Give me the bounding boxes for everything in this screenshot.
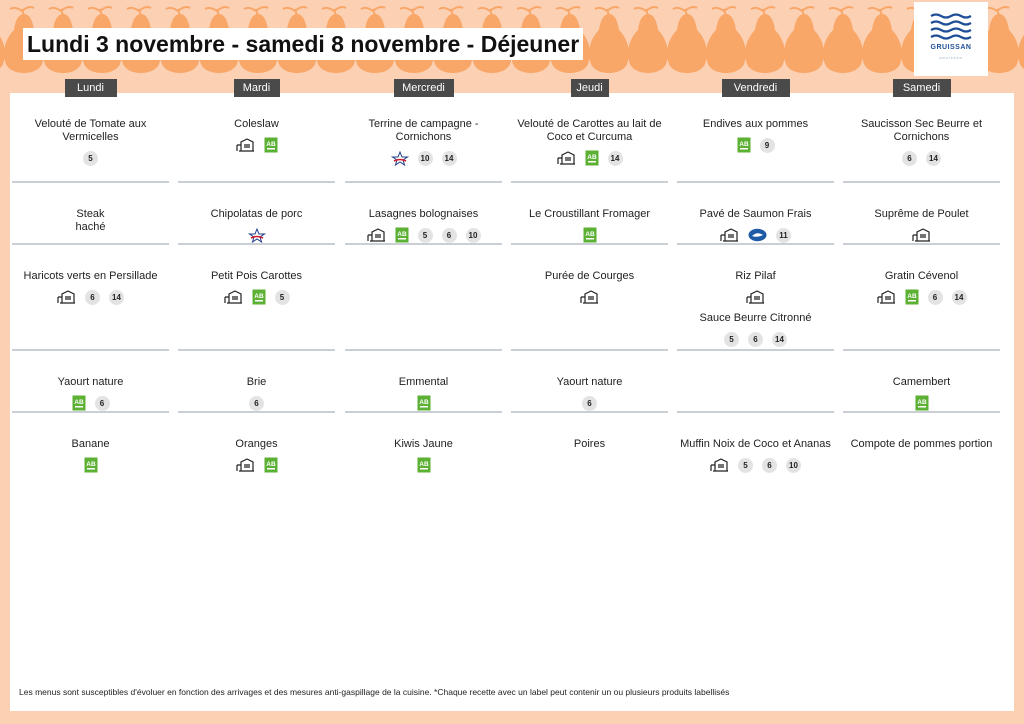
day-header-jeudi: Jeudi [571, 79, 609, 97]
menu-item [178, 208, 335, 243]
menu-item [12, 270, 169, 305]
ab-bio-icon [585, 150, 599, 166]
dish-name: Steak haché [75, 208, 106, 233]
day-header-lundi: Lundi [65, 79, 117, 97]
dish-labels [511, 289, 668, 305]
pear-shape [745, 14, 785, 73]
svg-text:AB: AB [253, 293, 264, 300]
svg-text:AB: AB [418, 461, 429, 468]
dish-labels [178, 137, 335, 153]
dish-name: Compote de pommes portion [850, 438, 993, 450]
footer-note: Les menus sont susceptibles d'évoluer en fonction des arrivages et des mesures anti-gaspillage de la cuisine. *Chaque recette avec un label peut contenir un ou plusieurs produits labellisés [19, 687, 730, 697]
dish-name: Sauce Beurre Citronné [699, 312, 812, 324]
ab-bio-icon [417, 457, 431, 473]
menu-course-row [843, 93, 1000, 183]
pear-shape [706, 14, 746, 73]
ab-bio-icon [915, 395, 929, 411]
allergen-badge: 5 [738, 458, 753, 473]
day-column-jeudi [511, 93, 668, 473]
menu-course-row [843, 183, 1000, 245]
day-header-mercredi: Mercredi [394, 79, 454, 97]
menu-item [843, 438, 1000, 451]
dish-labels [843, 150, 1000, 166]
allergen-badge: 6 [762, 458, 777, 473]
menu-course-row [178, 93, 335, 183]
dish-labels [843, 395, 1000, 411]
dish-name: Suprême de Poulet [874, 208, 969, 220]
hve-farm-icon [224, 290, 243, 304]
dish-labels [843, 289, 1000, 305]
dish-name: Gratin Cévenol [884, 270, 959, 282]
ab-bio-icon [264, 457, 278, 473]
pear-shape [667, 14, 707, 73]
dish-name: Oranges [235, 438, 278, 450]
dish-name: Lasagnes bolognaises [368, 208, 479, 220]
day-column-vendredi [677, 93, 834, 473]
ab-bio-icon [417, 395, 431, 411]
dish-labels [677, 137, 834, 153]
menu-item [12, 208, 169, 234]
dish-labels [677, 457, 834, 473]
menu-course-row [12, 351, 169, 413]
dish-name: Velouté de Carottes au lait de Coco et Curcuma [517, 118, 662, 143]
allergen-badge: 10 [786, 458, 801, 473]
label-rouge-icon [391, 151, 409, 166]
menu-course-row [511, 245, 668, 351]
svg-text:AB: AB [265, 141, 276, 148]
dish-labels [12, 150, 169, 166]
pear-shape [0, 14, 5, 73]
hve-farm-icon [877, 290, 896, 304]
hve-farm-icon [720, 228, 739, 242]
day-header-samedi: Samedi [893, 79, 951, 97]
svg-text:AB: AB [418, 399, 429, 406]
svg-text:AB: AB [906, 293, 917, 300]
allergen-badge: 6 [902, 151, 917, 166]
allergen-badge: 5 [83, 151, 98, 166]
menu-course-row [345, 413, 502, 473]
svg-text:AB: AB [396, 231, 407, 238]
dish-name: Camembert [892, 376, 951, 388]
hve-farm-icon [57, 290, 76, 304]
svg-text:AB: AB [584, 231, 595, 238]
dish-labels [345, 227, 502, 243]
menu-course-row [12, 183, 169, 245]
allergen-badge: 6 [85, 290, 100, 305]
logo-waves-icon [914, 2, 988, 44]
dish-name: Coleslaw [234, 118, 279, 130]
allergen-badge: 5 [418, 228, 433, 243]
menu-course-row [345, 183, 502, 245]
menu-course-row [511, 93, 668, 183]
allergen-badge: 14 [772, 332, 787, 347]
svg-text:AB: AB [586, 154, 597, 161]
menu-course-row [677, 245, 834, 351]
ab-bio-icon [737, 137, 751, 153]
allergen-badge: 6 [748, 332, 763, 347]
allergen-badge: 14 [109, 290, 124, 305]
menu-item [178, 118, 335, 153]
hve-farm-icon [746, 290, 765, 304]
allergen-badge: 10 [418, 151, 433, 166]
allergen-badge: 14 [926, 151, 941, 166]
ab-bio-icon [252, 289, 266, 305]
dish-name: Haricots verts en Persillade [23, 270, 158, 282]
allergen-badge: 5 [275, 290, 290, 305]
dish-name: Purée de Courges [544, 270, 635, 282]
hve-farm-icon [710, 458, 729, 472]
menu-course-row [178, 413, 335, 473]
dish-labels [843, 227, 1000, 243]
msc-fish-icon [748, 228, 767, 242]
dish-name: Le Croustillant Fromager [528, 208, 651, 220]
svg-text:AB: AB [265, 461, 276, 468]
ab-bio-icon [72, 395, 86, 411]
day-header-vendredi: Vendredi [722, 79, 790, 97]
menu-item [843, 376, 1000, 411]
menu-item [178, 438, 335, 473]
menu-item [12, 438, 169, 473]
allergen-badge: 5 [724, 332, 739, 347]
ab-bio-icon [84, 457, 98, 473]
menu-item [12, 376, 169, 411]
dish-labels [677, 227, 834, 243]
dish-labels [511, 227, 668, 243]
allergen-badge: 10 [466, 228, 481, 243]
menu-item [677, 312, 834, 347]
menu-item [178, 376, 335, 411]
menu-item [677, 208, 834, 243]
menu-item [345, 376, 502, 411]
day-column-mardi [178, 93, 335, 473]
hve-farm-icon [236, 458, 255, 472]
day-column-samedi [843, 93, 1000, 473]
menu-item [677, 118, 834, 153]
ab-bio-icon [905, 289, 919, 305]
menu-item [677, 438, 834, 473]
pear-shape [589, 14, 629, 73]
hve-farm-icon [557, 151, 576, 165]
menu-item [345, 208, 502, 243]
dish-labels [345, 150, 502, 166]
dish-name: Riz Pilaf [735, 270, 776, 282]
page-title: Lundi 3 novembre - samedi 8 novembre - Déjeuner [23, 28, 583, 60]
menu-item [843, 118, 1000, 166]
menu-item [511, 118, 668, 166]
menu-item [511, 270, 668, 305]
logo-subtext: GRUISSAN [939, 56, 963, 60]
hve-farm-icon [367, 228, 386, 242]
dish-labels [677, 331, 834, 347]
dish-name: Poires [573, 438, 606, 450]
hve-farm-icon [912, 228, 931, 242]
menu-course-row [677, 351, 834, 413]
dish-labels [12, 395, 169, 411]
menu-course-row [178, 245, 335, 351]
dish-name: Yaourt nature [556, 376, 623, 388]
allergen-badge: 14 [608, 151, 623, 166]
day-header-mardi: Mardi [234, 79, 280, 97]
dish-labels [12, 457, 169, 473]
hve-farm-icon [236, 138, 255, 152]
menu-course-row [12, 413, 169, 473]
allergen-badge: 14 [442, 151, 457, 166]
menu-item [178, 270, 335, 305]
allergen-badge: 14 [952, 290, 967, 305]
menu-course-row [345, 245, 502, 351]
allergen-badge: 6 [249, 396, 264, 411]
menu-course-row [345, 351, 502, 413]
menu-course-row [345, 93, 502, 183]
dish-name: Brie [246, 376, 267, 388]
dish-labels [178, 457, 335, 473]
allergen-badge: 6 [582, 396, 597, 411]
menu-item [511, 438, 668, 451]
allergen-badge: 11 [776, 228, 791, 243]
dish-name: Muffin Noix de Coco et Ananas [680, 438, 831, 450]
ab-bio-icon [395, 227, 409, 243]
label-rouge-icon [248, 228, 266, 243]
menu-course-row [178, 351, 335, 413]
dish-name: Banane [71, 438, 110, 450]
hve-farm-icon [580, 290, 599, 304]
pear-shape [862, 14, 902, 73]
allergen-badge: 6 [928, 290, 943, 305]
ab-bio-icon [264, 137, 278, 153]
menu-item [843, 208, 1000, 243]
menu-course-row [843, 351, 1000, 413]
menu-item [511, 376, 668, 411]
dish-name: Petit Pois Carottes [210, 270, 303, 282]
dish-labels [677, 289, 834, 305]
dish-labels [178, 227, 335, 243]
gruissan-logo [914, 2, 988, 76]
dish-name: Terrine de campagne - Cornichons [368, 118, 479, 143]
menu-course-row [843, 413, 1000, 473]
menu-course-row [677, 183, 834, 245]
menu-course-row [677, 93, 834, 183]
day-column-lundi [12, 93, 169, 473]
menu-course-row [511, 351, 668, 413]
pear-shape [784, 14, 824, 73]
svg-text:AB: AB [916, 399, 927, 406]
svg-text:AB: AB [85, 461, 96, 468]
menu-item [511, 208, 668, 243]
pear-shape [1018, 14, 1024, 73]
pear-shape [823, 14, 863, 73]
dish-labels [511, 150, 668, 166]
logo-text: GRUISSAN [930, 44, 972, 51]
allergen-badge: 6 [95, 396, 110, 411]
menu-item [345, 118, 502, 166]
menu-item [843, 270, 1000, 305]
day-column-mercredi [345, 93, 502, 473]
dish-name: Kiwis Jaune [394, 438, 453, 450]
dish-name: Chipolatas de porc [210, 208, 303, 220]
dish-name: Pavé de Saumon Frais [699, 208, 812, 220]
pear-shape [628, 14, 668, 73]
allergen-badge: 9 [760, 138, 775, 153]
menu-course-row [12, 93, 169, 183]
menu-course-row [843, 245, 1000, 351]
menu-course-row [511, 413, 668, 473]
dish-name: Saucisson Sec Beurre et Cornichons [860, 118, 983, 143]
menu-course-row [178, 183, 335, 245]
ab-bio-icon [583, 227, 597, 243]
svg-text:AB: AB [73, 399, 84, 406]
menu-course-row [677, 413, 834, 473]
dish-name: Endives aux pommes [702, 118, 809, 130]
dish-name: Velouté de Tomate aux Vermicelles [34, 118, 147, 143]
menu-course-row [511, 183, 668, 245]
menu-item [677, 270, 834, 305]
dish-labels [12, 289, 169, 305]
menu-item [12, 118, 169, 166]
menu-course-row [12, 245, 169, 351]
dish-labels [345, 395, 502, 411]
svg-text:AB: AB [738, 141, 749, 148]
dish-labels [178, 289, 335, 305]
menu-item [345, 438, 502, 473]
dish-name: Emmental [398, 376, 449, 388]
dish-labels [178, 395, 335, 411]
dish-name: Yaourt nature [57, 376, 124, 388]
allergen-badge: 6 [442, 228, 457, 243]
dish-labels [511, 395, 668, 411]
dish-labels [345, 457, 502, 473]
